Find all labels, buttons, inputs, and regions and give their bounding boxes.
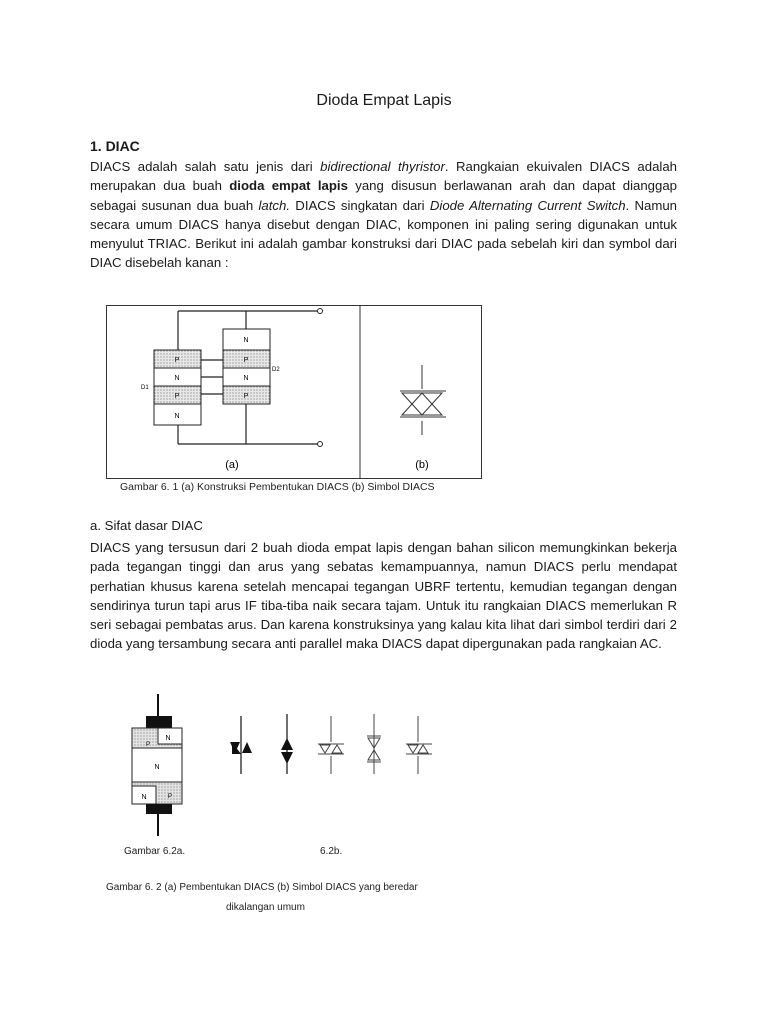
paragraph1-segment: dioda empat lapis	[229, 178, 348, 194]
diac-symbol-2-icon	[281, 714, 293, 774]
paragraph1-segment: DIACS adalah salah satu jenis dari	[90, 159, 321, 174]
figure2b-label: 6.2b.	[320, 846, 343, 857]
d2-n2-label: N	[243, 375, 249, 382]
terminal-top	[318, 309, 323, 314]
paragraph1-segment: . Namun secara umum DIACS hanya disebut dengan DIAC, komponen ini paling sering digunakan untuk menyulut TRIAC. Berikut ini adalah gambar konstruksi dari DIAC pada sebelah kiri dan symbol dari DIAC disebelah kanan :	[90, 197, 677, 271]
paragraph1-segment: . Rangkaian ekuivalen DIACS adalah merupakan dua buah	[90, 159, 678, 194]
figure2-caption-continued: dikalangan umum	[226, 902, 305, 913]
d2-label: D2	[272, 367, 280, 373]
figure1-caption: Gambar 6. 1 (a) Konstruksi Pembentukan DIACS (b) Simbol DIACS	[120, 481, 435, 493]
diac-symbol-3-icon	[318, 716, 344, 774]
paragraph1-segment: DIACS singkatan dari	[290, 197, 430, 213]
d1-p1-label: P	[174, 357, 180, 364]
diac-symbol-5-icon	[406, 716, 432, 774]
figure1-label-a: (a)	[225, 459, 239, 471]
fig2-n-top-label: N	[165, 735, 171, 742]
d1-label: D1	[141, 385, 149, 391]
diac-construction-6-2a	[132, 694, 182, 836]
paragraph1-segment: bidirectional thyristor	[320, 159, 445, 174]
d2-p2-label: P	[243, 393, 249, 400]
fig2-p-bot-label: P	[168, 794, 173, 800]
sub-heading-sifat-dasar: a. Sifat dasar DIAC	[90, 518, 203, 533]
figure-diac-construction	[106, 305, 482, 479]
figure1-label-b: (b)	[415, 459, 429, 471]
paragraph1-segment: latch.	[258, 197, 291, 213]
page-title: Dioda Empat Lapis	[316, 92, 452, 109]
paragraph-diac-intro	[90, 157, 677, 273]
figure2-caption: Gambar 6. 2 (a) Pembentukan DIACS (b) Simbol DIACS yang beredar	[106, 882, 418, 893]
figure2a-label: Gambar 6.2a.	[124, 846, 186, 857]
fig2-n-bot-label: N	[141, 794, 147, 801]
terminal-bottom	[318, 442, 323, 447]
diac-symbol-4-icon	[367, 714, 381, 774]
d2-p1-label: P	[243, 357, 249, 364]
d1-p2-label: P	[174, 393, 180, 400]
fig2-n-mid-label: N	[154, 764, 160, 771]
section-heading: 1. DIAC	[90, 138, 140, 154]
d1-n2-label: N	[174, 413, 180, 420]
paragraph1-segment: Diode Alternating Current Switch	[429, 197, 626, 213]
d2-n1-label: N	[243, 337, 249, 344]
figure-diac-symbols	[110, 690, 450, 840]
d1-n1-label: N	[174, 375, 180, 382]
fig2-p-top-label: P	[146, 742, 151, 748]
paragraph1-segment: yang disusun berlawanan arah dan dapat dianggap sebagai susunan dua buah	[90, 178, 677, 213]
diac-symbol-1-icon	[230, 716, 252, 774]
diac-symbol-icon	[400, 365, 446, 435]
paragraph-sifat-dasar: DIACS yang tersusun dari 2 buah dioda empat lapis dengan bahan silicon memungkinkan bekerja pada tegangan tinggi dan arus yang sebatas kemampuannya, namun DIACS perlu mendapat perhatian khusus karena setelah mencapai tegangan UBRF tertentu, kemudian tegangan dengan sendirinya turun tapi arus IF tiba-tiba naik secara tajam. Untuk itu rangkaian DIACS memerlukan R seri sebagai pembatas arus. Dan karena konstruksinya yang kalau kita lihat dari simbol terdiri dari 2 dioda yang tersambung secara anti parallel maka DIACS dapat dipergunakan pada rangkaian AC.	[90, 540, 677, 652]
